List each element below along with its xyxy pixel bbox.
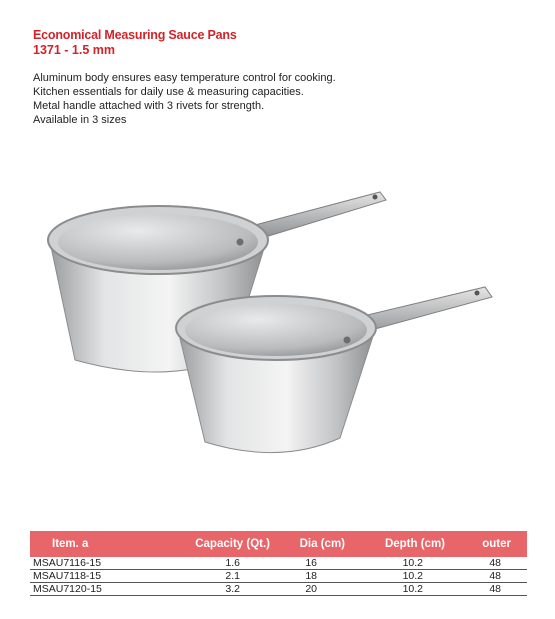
cell-depth: 10.2 — [402, 570, 423, 582]
product-title: Economical Measuring Sauce Pans — [33, 28, 237, 42]
cell-item: MSAU7120-15 — [33, 583, 102, 595]
header-dia: Dia (cm) — [299, 538, 345, 550]
description-line: Available in 3 sizes — [33, 114, 127, 126]
cell-capacity: 3.2 — [225, 583, 240, 595]
cell-item: MSAU7116-15 — [33, 557, 102, 569]
cell-outer: 48 — [489, 557, 501, 569]
table-row — [30, 583, 527, 596]
description-line: Kitchen essentials for daily use & measuring capacities. — [33, 86, 304, 98]
cell-dia: 18 — [305, 570, 317, 582]
product-table — [30, 531, 527, 596]
product-subtitle: 1371 - 1.5 mm — [33, 43, 115, 57]
header-item: Item. a — [52, 538, 89, 550]
cell-item: MSAU7118-15 — [33, 570, 102, 582]
cell-outer: 48 — [489, 583, 501, 595]
cell-capacity: 1.6 — [225, 557, 240, 569]
cell-depth: 10.2 — [402, 583, 423, 595]
sauce-pans-photo — [30, 180, 530, 470]
header-depth: Depth (cm) — [384, 538, 445, 550]
table-row — [30, 570, 527, 583]
description-line: Metal handle attached with 3 rivets for strength. — [33, 100, 265, 112]
cell-dia: 20 — [305, 583, 317, 595]
table-row — [30, 557, 527, 570]
cell-depth: 10.2 — [402, 557, 423, 569]
large-pan-handle — [255, 192, 386, 238]
cell-capacity: 2.1 — [225, 570, 240, 582]
table-header — [30, 531, 527, 557]
product-description — [33, 71, 336, 127]
header-capacity: Capacity (Qt.) — [195, 538, 270, 550]
cell-outer: 48 — [489, 570, 501, 582]
header-outer: outer — [482, 538, 511, 550]
cell-dia: 16 — [305, 557, 317, 569]
description-line: Aluminum body ensures easy temperature control for cooking. — [33, 72, 336, 84]
